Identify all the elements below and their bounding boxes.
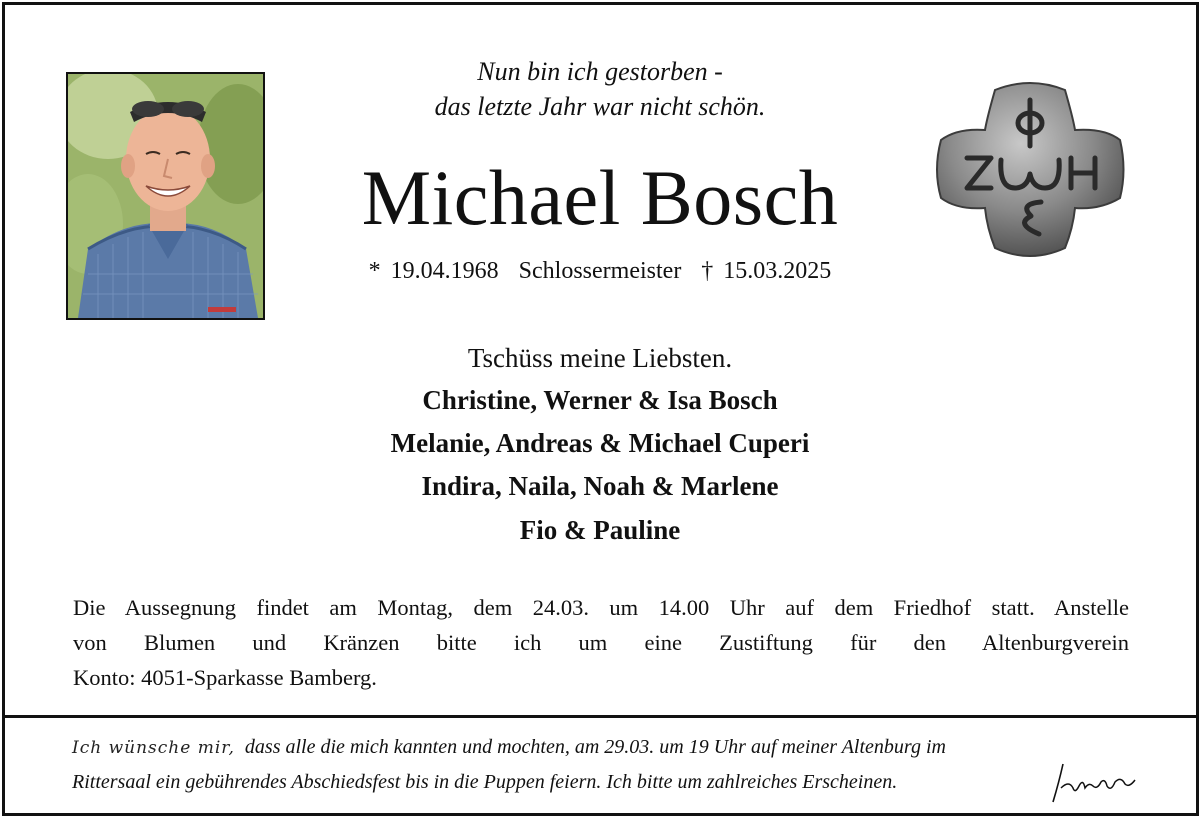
family-line: Fio & Pauline — [519, 515, 681, 545]
quote-line-2: das letzte Jahr war nicht schön. — [434, 92, 766, 121]
section-divider — [2, 715, 1199, 718]
notice-line: Konto: 4051-Sparkasse Bamberg. — [73, 665, 377, 690]
handwritten-intro: Ich wünsche mir, — [72, 738, 235, 758]
portrait-photo — [66, 72, 265, 320]
quote-line-1: Nun bin ich gestorben - — [477, 57, 723, 86]
notice-line: Die Aussegnung findet am Montag, dem 24.03. um 14.00 Uhr auf dem Friedhof statt. Anstelle — [73, 595, 1129, 620]
life-dates: * 19.04.1968 Schlossermeister † 15.03.2025 — [368, 258, 832, 284]
farewell-line: Tschüss meine Liebsten. — [467, 343, 733, 373]
zoe-cross-icon — [935, 78, 1125, 260]
personal-wish — [72, 730, 1132, 799]
wish-text-1: dass alle die mich kannten und mochten, am 29.03. um 19 Uhr auf meiner Altenburg im — [244, 736, 946, 758]
funeral-notice — [73, 590, 1129, 695]
family-line: Christine, Werner & Isa Bosch — [422, 385, 778, 415]
family-line: Indira, Naila, Noah & Marlene — [421, 471, 779, 501]
wish-line-2 — [72, 765, 1132, 799]
notice-line: von Blumen und Kränzen bitte ich um eine Zustiftung für den Altenburgverein — [73, 630, 1129, 655]
deceased-name: Michael Bosch — [361, 154, 839, 241]
wish-text-2: Rittersaal ein gebührendes Abschiedsfest bis in die Puppen feiern. Ich bitte um zahlreiches Erscheinen. — [72, 771, 898, 793]
wish-line-1 — [72, 730, 1132, 765]
signature-image — [1045, 758, 1145, 808]
family-line: Melanie, Andreas & Michael Cuperi — [390, 428, 810, 458]
